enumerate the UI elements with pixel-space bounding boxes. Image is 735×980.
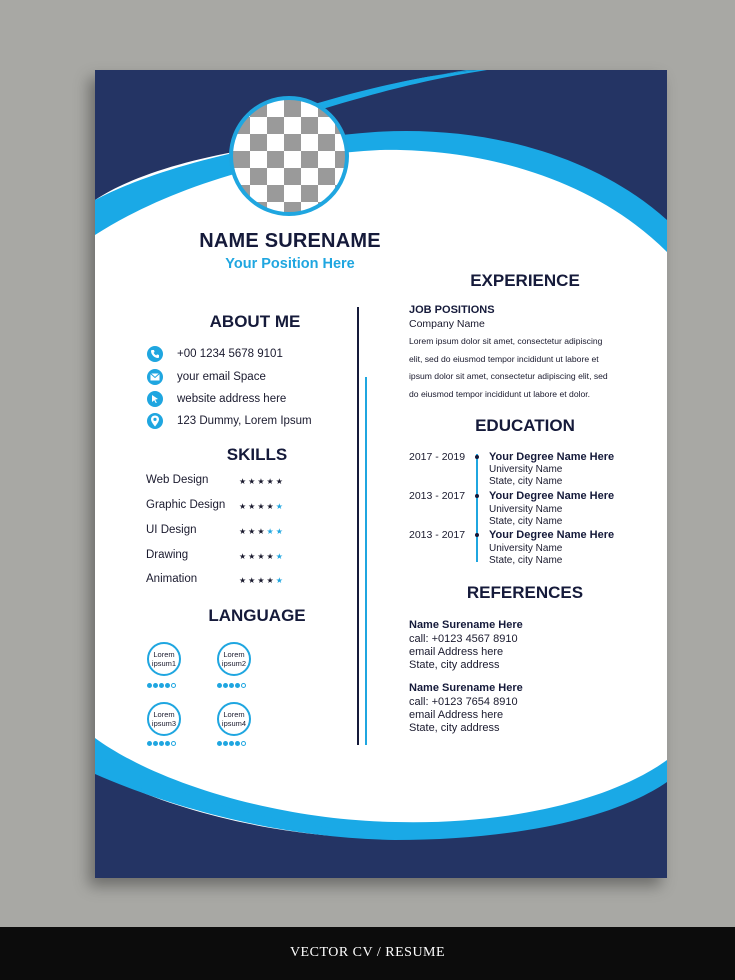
footer-bar bbox=[0, 927, 735, 980]
skill-rating: ★★★★★ bbox=[239, 527, 285, 536]
language-badge bbox=[147, 642, 181, 676]
education-details bbox=[489, 464, 562, 488]
reference-details bbox=[409, 633, 518, 672]
language-label: ipsum4 bbox=[221, 719, 247, 728]
skill-name: Web Design bbox=[146, 474, 209, 486]
university-location: State, city Name bbox=[489, 555, 563, 566]
education-degree: Your Degree Name Here bbox=[489, 529, 615, 541]
timeline-dot bbox=[475, 533, 479, 537]
footer-caption: VECTOR CV / RESUME bbox=[289, 945, 446, 960]
company-name: Company Name bbox=[409, 318, 485, 330]
skill-name: Animation bbox=[146, 573, 198, 585]
column-divider-blue bbox=[365, 377, 367, 745]
contact-email-text: your email Space bbox=[177, 371, 266, 383]
reference-name: Name Surename Here bbox=[409, 619, 523, 631]
skill-rating: ★★★★★ bbox=[239, 576, 285, 585]
candidate-name: NAME SURENAME bbox=[199, 230, 381, 252]
contact-email bbox=[147, 368, 266, 386]
skill-rating: ★★★★★ bbox=[239, 502, 285, 511]
language-label: ipsum3 bbox=[151, 719, 177, 728]
reference-details bbox=[409, 696, 518, 735]
resume-page bbox=[95, 70, 667, 878]
university-location: State, city Name bbox=[489, 516, 563, 527]
column-divider-dark bbox=[357, 307, 359, 745]
skill-rating: ★★★★★ bbox=[239, 477, 285, 486]
language-label: ipsum2 bbox=[221, 659, 247, 668]
language-badge bbox=[217, 702, 251, 736]
university-name: University Name bbox=[489, 464, 563, 475]
language-badge bbox=[217, 642, 251, 676]
university-name: University Name bbox=[489, 543, 563, 554]
references-heading: REFERENCES bbox=[466, 583, 584, 602]
language-label: Lorem bbox=[223, 650, 245, 659]
language-level-dots bbox=[217, 741, 246, 746]
contact-website bbox=[147, 390, 286, 408]
education-details bbox=[489, 543, 562, 567]
skill-name: Drawing bbox=[146, 549, 189, 561]
language-level-dots bbox=[217, 683, 246, 688]
contact-address-text: 123 Dummy, Lorem Ipsum bbox=[177, 415, 312, 427]
job-description-line: Lorem ipsum dolor sit amet, consectetur adipiscing bbox=[409, 336, 603, 346]
language-label: Lorem bbox=[223, 710, 245, 719]
profile-photo-placeholder[interactable] bbox=[229, 96, 349, 216]
education-years: 2013 - 2017 bbox=[409, 529, 466, 541]
education-degree: Your Degree Name Here bbox=[489, 451, 615, 463]
job-description-line: ipsum dolor sit amet, consectetur adipiscing elit, sed bbox=[409, 371, 608, 381]
language-level-dots bbox=[147, 741, 176, 746]
education-degree: Your Degree Name Here bbox=[489, 490, 615, 502]
reference-address: State, city address bbox=[409, 659, 500, 671]
cursor-icon bbox=[147, 391, 163, 407]
education-heading: EDUCATION bbox=[475, 416, 575, 435]
timeline-dot bbox=[475, 455, 479, 459]
language-label: Lorem bbox=[153, 710, 175, 719]
language-label: ipsum1 bbox=[151, 659, 177, 668]
skill-rating: ★★★★★ bbox=[239, 552, 285, 561]
skills-heading: SKILLS bbox=[226, 445, 288, 464]
skill-name: UI Design bbox=[146, 524, 197, 536]
reference-email: email Address here bbox=[409, 646, 504, 658]
skill-name: Graphic Design bbox=[146, 499, 226, 511]
education-timeline bbox=[476, 454, 478, 562]
reference-address: State, city address bbox=[409, 722, 500, 734]
education-years: 2013 - 2017 bbox=[409, 490, 466, 502]
candidate-position: Your Position Here bbox=[225, 256, 355, 272]
language-level-dots bbox=[147, 683, 176, 688]
university-name: University Name bbox=[489, 504, 563, 515]
language-badge bbox=[147, 702, 181, 736]
university-location: State, city Name bbox=[489, 476, 563, 487]
job-description-line: elit, sed do eiusmod tempor incididunt ut labore et bbox=[409, 353, 599, 364]
job-description bbox=[409, 333, 633, 403]
reference-email: email Address here bbox=[409, 709, 504, 721]
timeline-dot bbox=[475, 494, 479, 498]
location-icon bbox=[147, 413, 163, 429]
job-title: JOB POSITIONS bbox=[409, 304, 495, 316]
email-icon bbox=[147, 369, 163, 385]
reference-phone: call: +0123 7654 8910 bbox=[409, 696, 518, 708]
education-years: 2017 - 2019 bbox=[409, 451, 466, 463]
language-label: Lorem bbox=[153, 650, 175, 659]
contact-address bbox=[147, 412, 312, 430]
reference-phone: call: +0123 4567 8910 bbox=[409, 633, 518, 645]
experience-heading: EXPERIENCE bbox=[470, 271, 580, 290]
reference-name: Name Surename Here bbox=[409, 682, 523, 694]
language-heading: LANGUAGE bbox=[208, 606, 306, 625]
job-description-line: do eiusmod tempor incididunt ut labore et dolor. bbox=[409, 388, 591, 399]
phone-icon bbox=[147, 346, 163, 362]
contact-phone-text: +00 1234 5678 9101 bbox=[177, 348, 283, 360]
education-details bbox=[489, 504, 562, 528]
contact-website-text: website address here bbox=[177, 393, 287, 405]
contact-phone bbox=[147, 345, 283, 363]
about-heading: ABOUT ME bbox=[209, 312, 301, 331]
